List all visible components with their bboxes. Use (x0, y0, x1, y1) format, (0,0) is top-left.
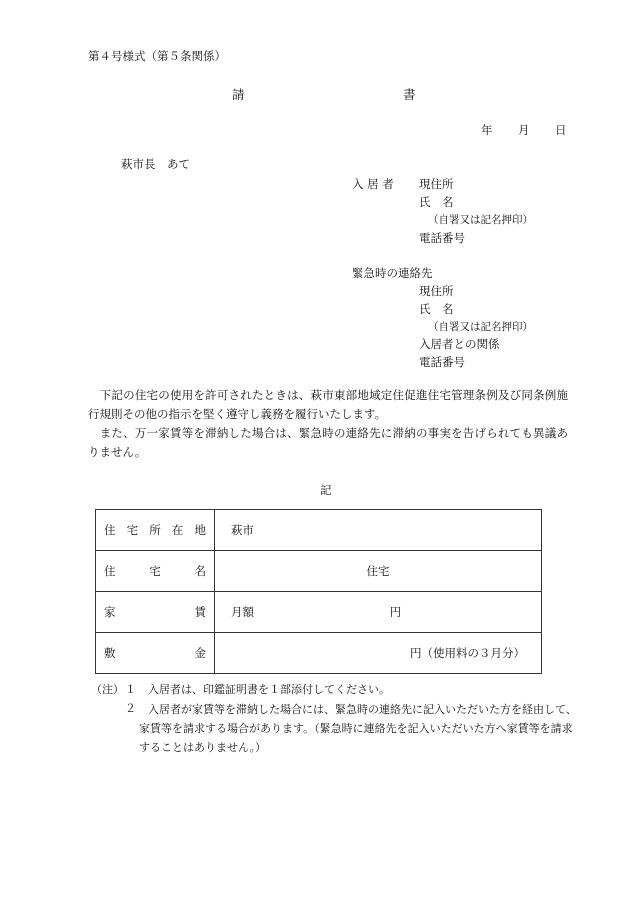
note-1-text: 入居者は、印鑑証明書を１部添付してください。 (148, 683, 390, 696)
label-rent: 家 賃 (104, 605, 206, 619)
tenant-heading: 入 居 者 (352, 177, 394, 191)
address-value: 萩市 (231, 523, 254, 537)
note-1-number: １ (125, 683, 136, 696)
tenant-signature-note: （自署又は記名押印） (428, 214, 533, 226)
emergency-name-label: 氏 名 (419, 302, 454, 316)
table-row (96, 510, 542, 551)
date-year: 年 (481, 123, 493, 137)
note-2-number: ２ (125, 702, 136, 715)
label-address: 住 宅 所 在 地 (104, 523, 206, 537)
table-row (96, 592, 542, 633)
housing-name-value: 住宅 (366, 564, 390, 578)
date-month: 月 (518, 123, 530, 137)
notes-prefix: （注） (91, 683, 124, 696)
tenant-name-label: 氏 名 (419, 195, 454, 209)
emergency-heading: 緊急時の連絡先 (352, 266, 433, 280)
addressee: 萩市長 あて (121, 157, 190, 171)
label-cell (96, 510, 215, 551)
body-paragraph-2: また、万一家賃等を滞納した場合は、緊急時の連絡先に滞納の事実を告げられても異議ありません。 (88, 426, 568, 459)
value-cell (215, 551, 542, 592)
emergency-address-label: 現住所 (419, 284, 454, 298)
value-cell (215, 592, 542, 633)
table-row (96, 551, 542, 592)
label-deposit: 敷 金 (104, 646, 206, 660)
title-char-sho: 書 (403, 87, 416, 102)
form-number: 第４号様式（第５条関係） (88, 49, 226, 63)
label-cell (96, 633, 215, 674)
title-char-sei: 請 (232, 87, 245, 102)
emergency-relationship-label: 入居者との関係 (419, 337, 500, 351)
label-cell (96, 551, 215, 592)
emergency-phone-label: 電話番号 (419, 355, 465, 369)
value-cell (215, 633, 542, 674)
tenant-phone-label: 電話番号 (419, 231, 465, 245)
emergency-signature-note: （自署又は記名押印） (428, 321, 533, 333)
label-housing-name: 住 宅 名 (104, 564, 206, 578)
body-paragraph-1: 下記の住宅の使用を許可されたときは、萩市東部地域定住促進住宅管理条例及び同条例施行規則その他の指示を堅く遵守し義務を履行いたします。 (88, 388, 568, 421)
value-cell (215, 510, 542, 551)
table-row (96, 633, 542, 674)
rent-yen-unit: 円 (389, 605, 402, 619)
label-cell (96, 592, 215, 633)
rent-monthly-label: 月額 (231, 605, 254, 619)
deposit-value: 円（使用料の３月分） (410, 646, 525, 660)
housing-info-table (95, 509, 542, 674)
ki-heading: 記 (320, 483, 332, 497)
date-day: 日 (555, 123, 567, 137)
note-2-text: 入居者が家賃等を滞納した場合には、緊急時の連絡先に記入いただいた方を経由して、家賃等を請求する場合があります。（緊急時に連絡先を記入いただいた方へ家賃等を請求することはありません。） (139, 703, 577, 754)
tenant-address-label: 現住所 (419, 177, 454, 191)
